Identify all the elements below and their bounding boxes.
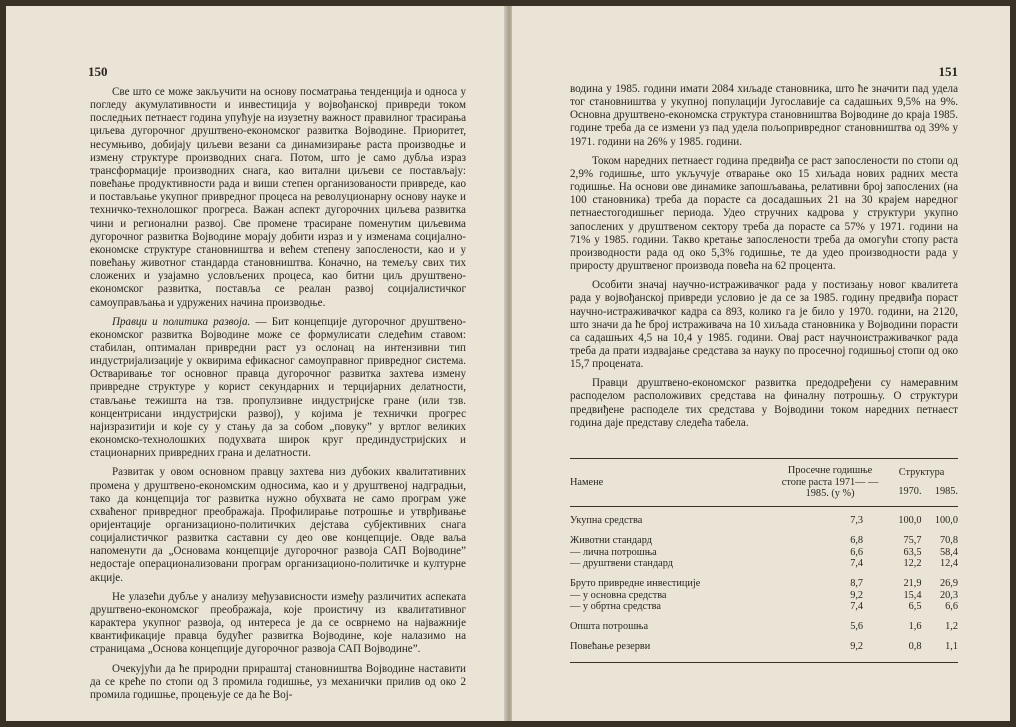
row-spacer (570, 527, 958, 535)
row-growth-rate: 6,6 (850, 546, 864, 558)
row-structure-1985: 58,4 (939, 546, 958, 558)
paragraph-text: — Бит концепције дугорочног друштвено-економског развитка Војводине може се формулисати следећим ставом: стабилан, оптималан привредни раст уз ослонац на интензивни тип индустријализације у оквирима ефикасног самоуправног привредног система. Остваривање тог основног правца дугорочног развитка захтева измену привредне структуре у корист секундарних и терцијарних делатности, стављање тежишта на тзв. пропулзивне индустријске гране (или тзв. концентрисани индустријски развој), у којима је технички прогрес најизразитији и које су у стању да за собом „повуку” у вртлог великих економско-технолошких подухвата широк круг прединдустријских и стационарних привредних грана и делатности. (90, 315, 466, 460)
table-row (570, 535, 958, 547)
column-header-structure: Структура (898, 467, 945, 479)
row-structure-1985: 70,8 (939, 534, 958, 546)
row-structure-1970: 0,8 (908, 640, 922, 652)
paragraph (90, 316, 466, 461)
row-structure-1985: 12,4 (939, 558, 958, 570)
row-structure-1985: 1,2 (945, 621, 958, 633)
table-header-rule (570, 507, 958, 516)
row-growth-rate: 7,4 (850, 601, 864, 613)
row-structure-1970: 12,2 (903, 558, 922, 570)
left-page (6, 6, 507, 721)
column-header-purpose: Намене (570, 476, 604, 488)
data-table (570, 459, 958, 652)
column-header-1970: 1970. (898, 485, 922, 497)
row-structure-1985: 26,9 (939, 577, 958, 589)
row-structure-1970: 15,4 (903, 589, 922, 601)
row-spacer (570, 613, 958, 621)
row-spacer (570, 570, 958, 578)
row-label: Општа потрошња (570, 621, 649, 633)
row-growth-rate: 8,7 (850, 577, 864, 589)
table-row (570, 590, 958, 602)
paragraph (90, 591, 466, 657)
table-bottom-rule (570, 662, 958, 663)
paragraph-text: водина у 1985. години имати 2084 хиљаде становника, што ће значити пад удела тог становништва у укупној популацији Југославије са садашњих 9,5% на 9%. Основна друштвено-економска структура становништва Војводине до краја 1985. године треба да се измени уз пад удела пољопривредног становништва од 39% у 1971. години на 26% у 1985. години. (570, 83, 958, 148)
paragraph-text: Очекујући да ће природни прираштај становништва Војводине наставити да се креће по стопи од 3 промила годишње, уз механички прилив од око 2 промила годишње, процењује се да ће Вој- (90, 662, 466, 701)
column-header-1985: 1985. (934, 485, 958, 497)
row-spacer (570, 633, 958, 641)
row-label: — у основна средства (570, 589, 667, 601)
row-label: — у обртна средства (570, 601, 661, 613)
table-header-row (570, 459, 958, 481)
row-structure-1985: 6,6 (945, 601, 958, 613)
page-number-right: 151 (938, 64, 958, 79)
paragraph-text: Правци друштвено-економског развитка предодређени су намеравним расподелом расположивих средстава на финалну потрошњу. О структури предвиђене расподеле тих средстава у Војводини током наредних петнаест година даје представу следећа табела. (570, 377, 958, 429)
right-page (512, 6, 1010, 721)
row-label: — друштвени стандард (570, 558, 674, 570)
row-growth-rate: 7,3 (850, 515, 864, 527)
table-row (570, 515, 958, 527)
paragraph (90, 466, 466, 584)
paragraph (570, 83, 958, 149)
paragraph (90, 663, 466, 702)
row-structure-1970: 75,7 (903, 534, 922, 546)
table-row (570, 641, 958, 653)
row-structure-1985: 1,1 (945, 640, 958, 652)
paragraph-text: Све што се може закључити на основу посматрања тенденција и односа у погледу акумулативности и инвестиција у војвођанској привреди током последњих петнаест година упућује на изузетну важност правилног трасирања циљева дугорочног друштвено-економског развитка Војводине. Приоритет, несумњиво, добијају циљеви везани са динамизирање раста производње и измену структуре производних снага. Потом, што је само дубља израз трансформације производних снага, као витални циљеви се постављају: повећање продуктивности рада и виши степен организованости привреде, као и постављање укупног привредног процеса на револуционарну основу науке и техничко-технолошког прогреса. Важан аспект дугорочних циљева развитка чини и регионални развој. Све промене трасиране поменутим циљевима дугорочног развитка Војводине морају добити израз и у изменама социјално-економске структуре становништва и већем степену запослености, као и у повећању животног стандарда становништва. Коначно, на темељу свих тих сложених и узајамно условљених процеса, као битни циљ друштвено-економског развитка, поставља се реалан развој социјалистичког самоуправљања и удружених начина производње. (90, 86, 466, 309)
page-number-left: 150 (88, 64, 108, 79)
paragraph (570, 155, 958, 273)
column-header-growth-rate: Просечне годишње стопе раста 1971— —1985. (у %) (781, 465, 879, 500)
row-structure-1970: 21,9 (903, 577, 922, 589)
paragraph-text: Развитак у овом основном правцу захтева низ дубоких квалитативних промена у друштвено-економским односима, као и у друштвеној надградњи, тако да концепција тог развитка нужно обухвата не само програм уже схваћеног привредног преображаја. Профилирање потрошње и утврђивање оријентације организационо-политичких дејстава субјективних снага социјалистичког развитка саставни су део ове концепције. Овде ваља напоменути да „Основама концепције дугорочног развоја САП Војводине” недостаје операционализовани програм организационо-политичке и културне акције. (90, 466, 466, 584)
section-heading: Правци и политика развоја. (112, 315, 251, 328)
row-structure-1970: 1,6 (908, 621, 922, 633)
table-row (570, 621, 958, 633)
paragraph-text: Током наредних петнаест година предвиђа се раст запослености по стопи од 2,9% годишње, што укључује отварање око 15 хиљада нових радних места годишње. На основи ове динамике запошљавања, релативни број запослених (на 100 становника) треба да порасте са досадашњих 21 на 30 крајем наредног петнаестогодишњег периода. Удео стручних кадрова у структури укупно запослених у друштвеном сектору треба да порасте са 57% у 1971. години на 71% у 1985. години. Такво кретање запослености треба да омогући стопу раста производности рада од око 5,3% годишње, те да удео производности рада у приросту друштвеног производа повећа на 62 процента. (570, 154, 958, 273)
row-structure-1985: 100,0 (934, 515, 958, 527)
row-label: Повећање резерви (570, 640, 651, 652)
table-row (570, 558, 958, 570)
left-page-body (90, 86, 466, 702)
row-growth-rate: 9,2 (850, 589, 864, 601)
right-page-body (570, 83, 958, 430)
paragraph-text: Особити значај научно-истраживачког рада у постизању новог квалитета рада у војвођанској привреди условио је да се за 1985. годину предвиђа пораст научно-истраживачког кадра са 893, колико га је било у 1970. години, на 2120, што значи да ће број истраживача на 10 хиљада становника у Војводини порасти са садашњих 4,5 на 10,4 у 1985. години. Овај раст научноистраживачког рада треба да прати издвајање средстава за науку по просечној годишњој стопи од око 15,7 процената. (570, 279, 958, 371)
paragraph-text: Не улазећи дубље у анализу међузависности између различитих аспеката друштвено-економског преображаја, које проистичу из квалитативног карактера укупног развоја, од интереса је да се осврнемо на најважније квантификације правца будућег развитка Војводине, које налазимо на страницама „Основа концепције дугорочног развоја САП Војводине”. (90, 590, 466, 656)
paragraph (90, 86, 466, 310)
row-structure-1970: 100,0 (898, 515, 922, 527)
row-structure-1985: 20,3 (939, 589, 958, 601)
row-growth-rate: 5,6 (850, 621, 864, 633)
row-growth-rate: 6,8 (850, 534, 864, 546)
allocation-table (570, 458, 958, 663)
row-label: Укупна средства (570, 515, 643, 527)
row-label: Бруто привредне инвестиције (570, 577, 701, 589)
paragraph (570, 377, 958, 430)
row-label: — лична потрошња (570, 546, 657, 558)
table-row (570, 578, 958, 590)
row-structure-1970: 6,5 (908, 601, 922, 613)
paragraph (570, 279, 958, 371)
row-structure-1970: 63,5 (903, 546, 922, 558)
table-row (570, 547, 958, 559)
row-label: Животни стандард (570, 534, 652, 546)
row-growth-rate: 7,4 (850, 558, 864, 570)
table-row (570, 601, 958, 613)
row-growth-rate: 9,2 (850, 640, 864, 652)
